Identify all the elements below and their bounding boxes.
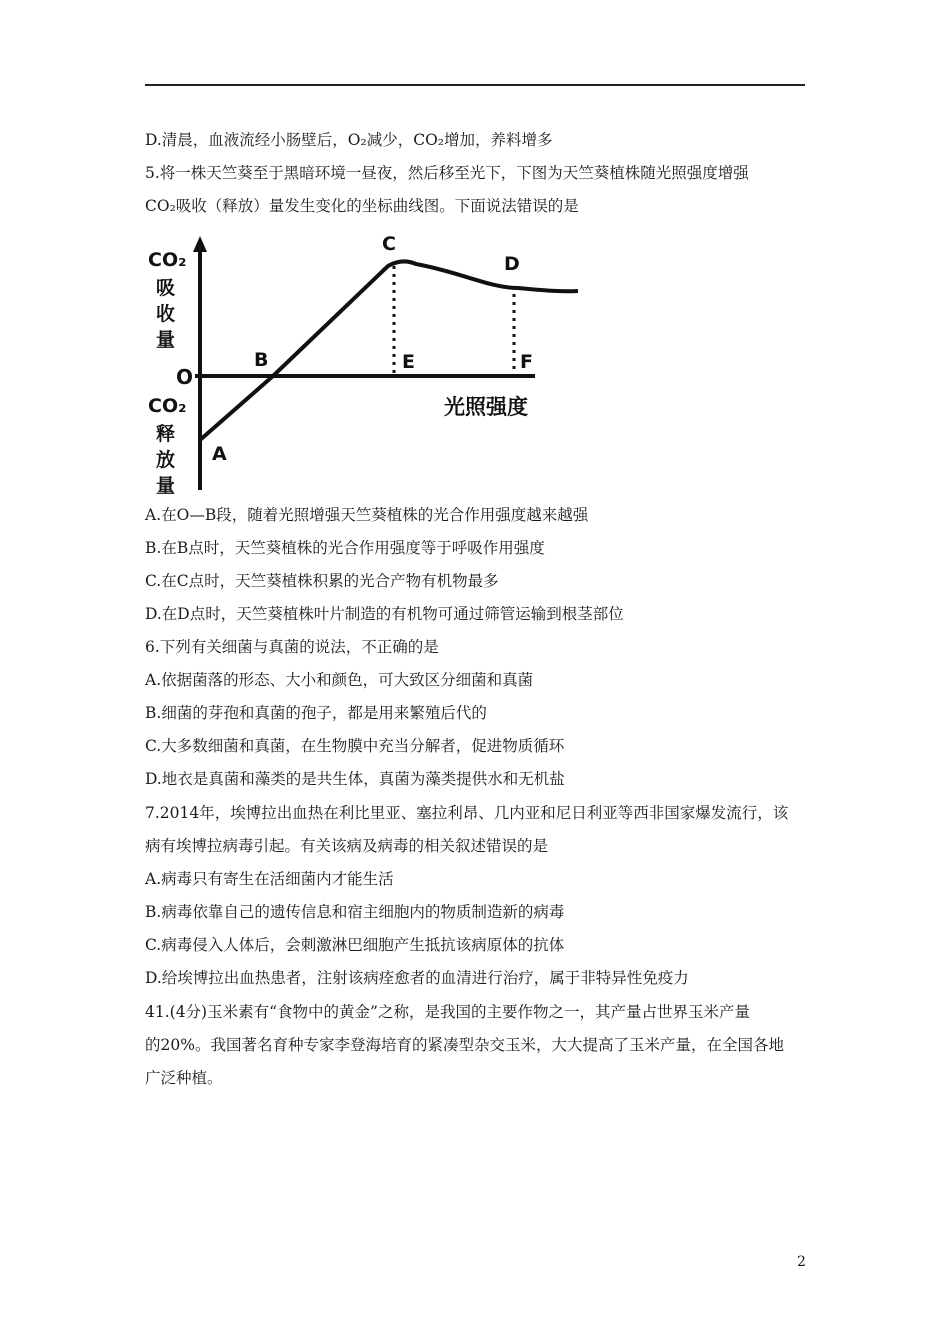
- y-label-bottom-co2: CO₂: [148, 395, 187, 417]
- q7-option-c: C.病毒侵入人体后，会刺激淋巴细胞产生抵抗该病原体的抗体: [145, 936, 565, 954]
- point-c-label: C: [382, 233, 396, 255]
- y-label-top-char3: 收: [156, 303, 176, 325]
- y-label-top-co2: CO₂: [148, 249, 187, 271]
- q6-option-a: A.依据菌落的形态、大小和颜色，可大致区分细菌和真菌: [145, 671, 534, 689]
- page-number: 2: [797, 1254, 806, 1270]
- question-41-stem: 41.(4分)玉米素有“食物中的黄金”之称，是我国的主要作物之一，其产量占世界玉米产量: [145, 1003, 750, 1021]
- q5-option-a: A.在O—B段，随着光照增强天竺葵植株的光合作用强度越来越强: [145, 506, 589, 524]
- point-a-label: A: [212, 443, 227, 465]
- question-6-stem: 6.下列有关细菌与真菌的说法，不正确的是: [145, 638, 439, 656]
- q5-option-c: C.在C点时，天竺葵植株积累的光合产物有机物最多: [145, 572, 499, 590]
- q5-option-b: B.在B点时，天竺葵植株的光合作用强度等于呼吸作用强度: [145, 539, 545, 557]
- q7-option-d: D.给埃博拉出血热患者，注射该病痊愈者的血清进行治疗，属于非特异性免疫力: [145, 969, 689, 987]
- q7-option-a: A.病毒只有寄生在活细菌内才能生活: [145, 870, 394, 888]
- question-41-stem-end: 广泛种植。: [145, 1069, 223, 1087]
- y-label-bottom-char2: 释: [156, 423, 176, 445]
- point-b-label: B: [254, 349, 269, 371]
- q5-option-d: D.在D点时，天竺葵植株叶片制造的有机物可通过筛管运输到根茎部位: [145, 605, 624, 623]
- q6-option-d: D.地衣是真菌和藻类的是共生体，真菌为藻类提供水和无机盐: [145, 770, 565, 788]
- y-label-top-char2: 吸: [156, 277, 176, 299]
- y-label-bottom-char4: 量: [156, 475, 176, 497]
- question-41-stem-cont: 的20%。我国著名育种专家李登海培育的紧凑型杂交玉米，大大提高了玉米产量，在全国各地: [145, 1036, 784, 1054]
- point-f-label: F: [520, 351, 533, 373]
- point-e-label: E: [402, 351, 415, 373]
- question-7-stem-cont: 病有埃博拉病毒引起。有关该病及病毒的相关叙述错误的是: [145, 837, 549, 855]
- question-7-stem: 7.2014年，埃博拉出血热在利比里亚、塞拉利昂、几内亚和尼日利亚等西非国家爆发流行，该: [145, 804, 789, 822]
- x-axis-label: 光照强度: [444, 395, 528, 419]
- q6-option-c: C.大多数细菌和真菌，在生物膜中充当分解者，促进物质循环: [145, 737, 565, 755]
- header-rule: [145, 84, 805, 86]
- co2-light-graph: [140, 228, 600, 498]
- q7-option-b: B.病毒依靠自己的遗传信息和宿主细胞内的物质制造新的病毒: [145, 903, 565, 921]
- origin-label: O: [176, 365, 194, 389]
- y-label-top-char4: 量: [156, 329, 176, 351]
- question-5-stem: 5.将一株天竺葵至于黑暗环境一昼夜，然后移至光下，下图为天竺葵植株随光照强度增强: [145, 164, 749, 182]
- y-axis-arrow: [193, 236, 207, 252]
- q6-option-b: B.细菌的芽孢和真菌的孢子，都是用来繁殖后代的: [145, 704, 487, 722]
- point-d-label: D: [504, 253, 520, 275]
- option-d-q4: D.清晨，血液流经小肠壁后，O₂减少，CO₂增加，养料增多: [145, 131, 553, 149]
- y-label-bottom-char3: 放: [156, 449, 176, 471]
- question-5-stem-cont: CO₂吸收（释放）量发生变化的坐标曲线图。下面说法错误的是: [145, 197, 579, 215]
